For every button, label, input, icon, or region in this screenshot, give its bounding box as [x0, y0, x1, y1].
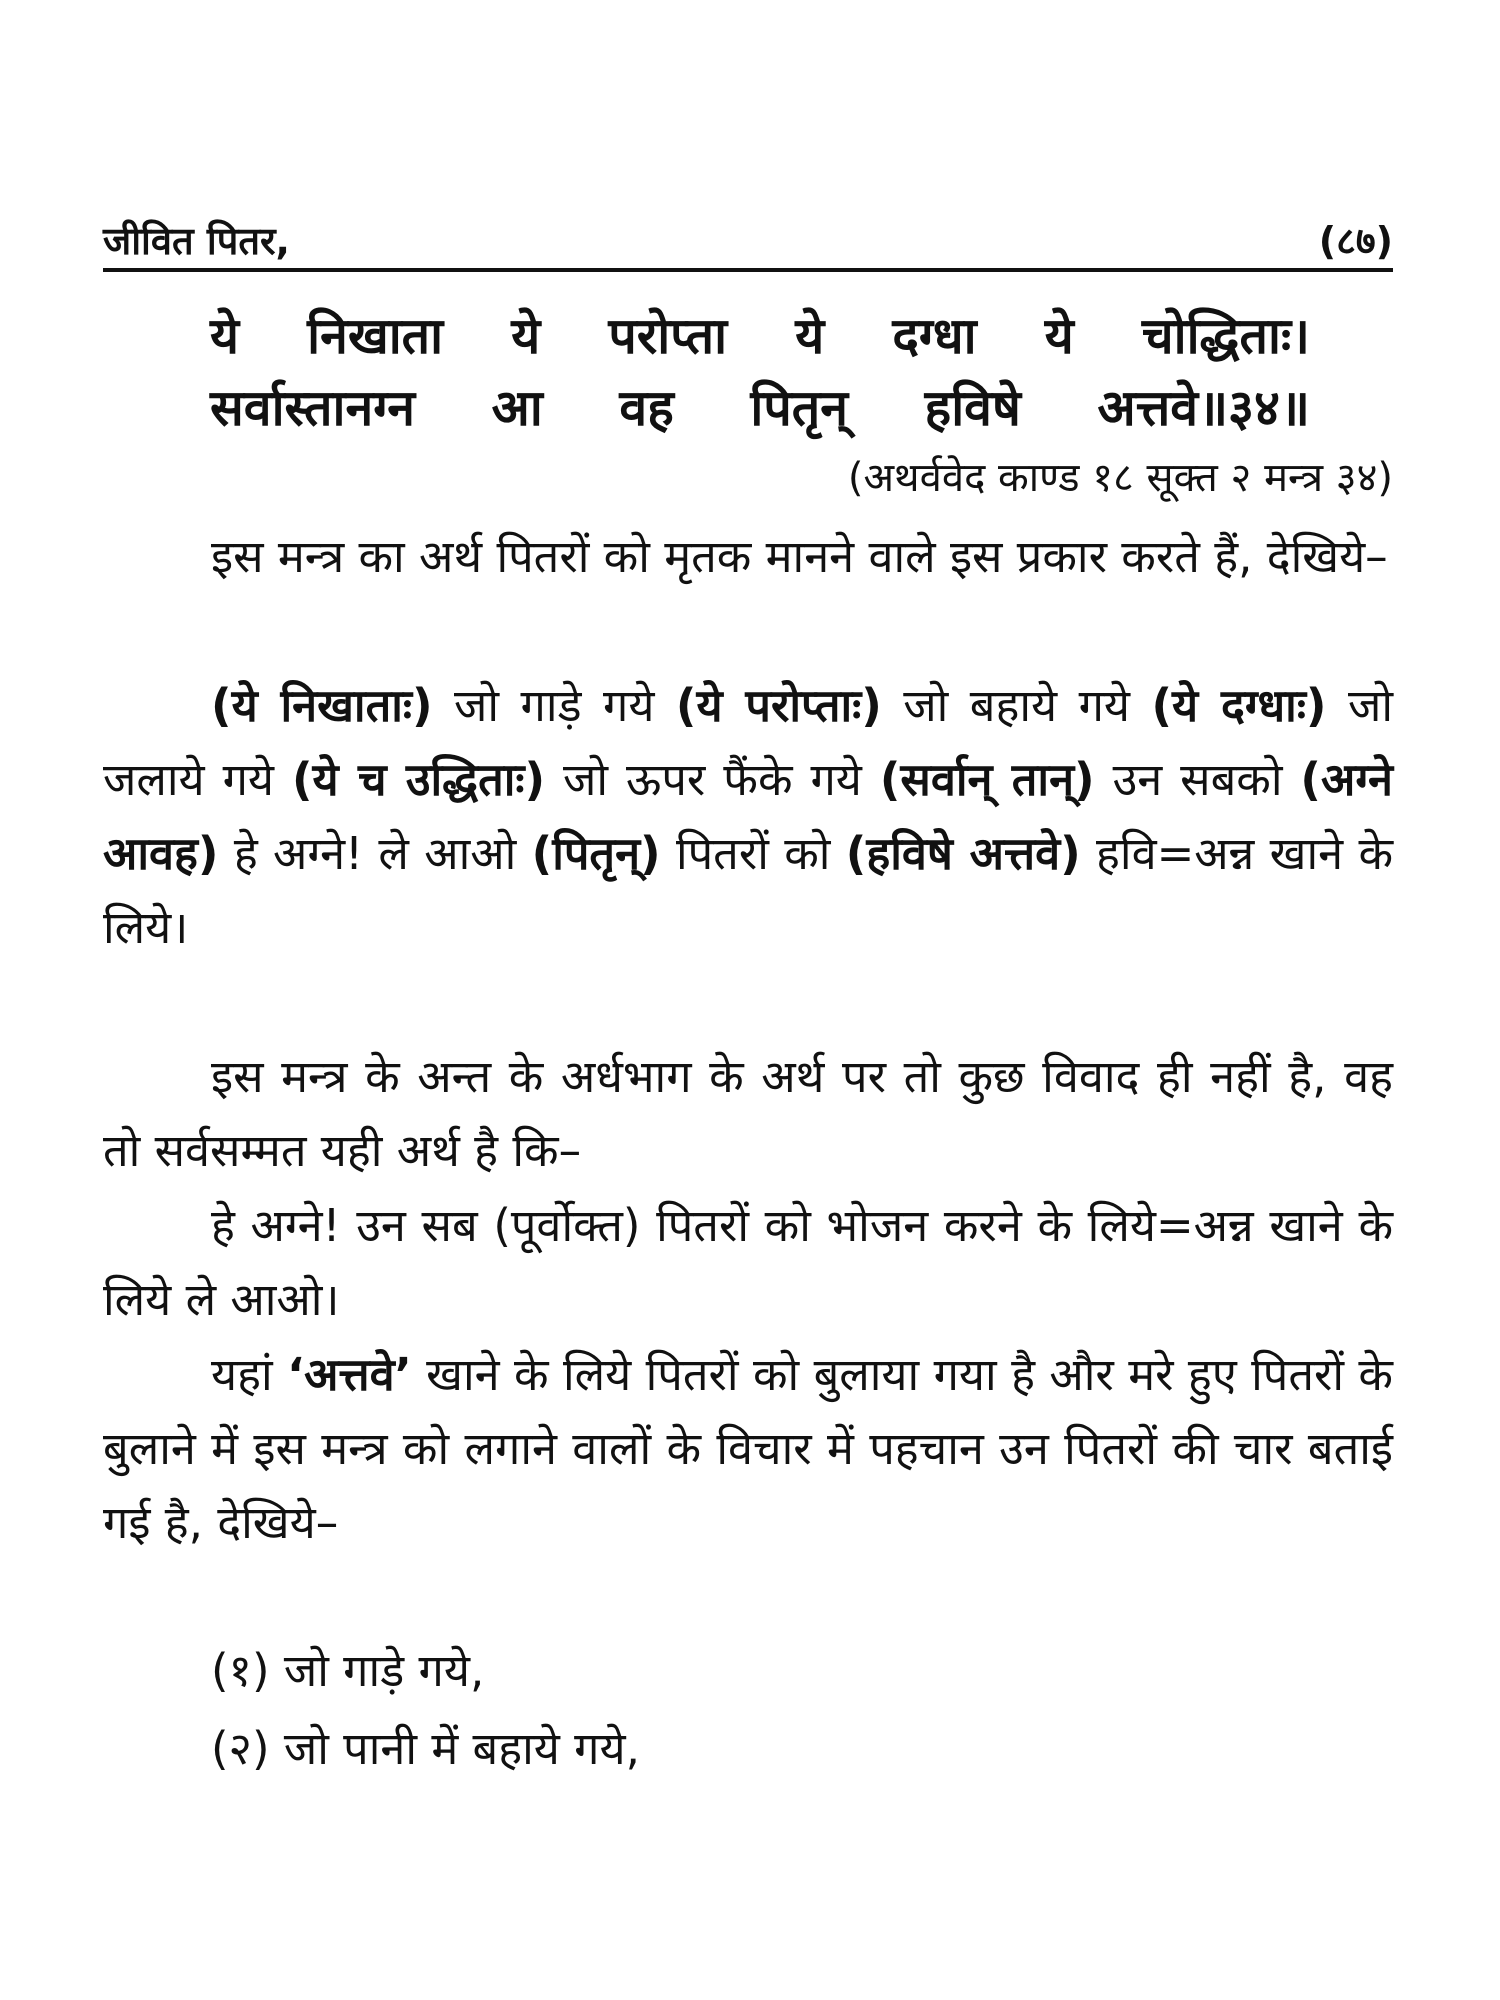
header-rule	[103, 268, 1393, 272]
gloss-text: जो ऊपर फैंके गये	[545, 753, 880, 806]
gloss-text: जो जलाये गये	[103, 679, 1393, 806]
term-agne-avah: (अग्ने आवह)	[103, 753, 1393, 880]
gloss-text: पितरों को	[660, 827, 846, 880]
paragraph-3: इस मन्त्र के अन्त के अर्धभाग के अर्थ पर तो कुछ विवाद ही नहीं है, वह तो सर्वसम्मत यही अर्थ है कि–	[103, 1050, 1393, 1177]
body-text: यहां	[211, 1348, 288, 1401]
term-havishe-attave: (हविषे अत्तवे)	[845, 827, 1081, 880]
gloss-text: हे अग्ने! ले आओ	[218, 827, 532, 880]
running-header	[103, 212, 1393, 268]
gloss-text: उन सबको	[1094, 753, 1301, 806]
list-item-1: (१) जो गाड़े गये,	[211, 1644, 485, 1697]
paragraph-4: हे अग्ने! उन सब (पूर्वोक्त) पितरों को भोजन करने के लिये=अन्न खाने के लिये ले आओ।	[103, 1199, 1393, 1326]
term-ye-nikhata: (ये निखाताः)	[211, 679, 433, 732]
verse-line-1: ये निखाता ये परोप्ता ये दग्धा ये चोद्धिताः।	[210, 307, 1310, 365]
term-ye-ch-uddhita: (ये च उद्धिताः)	[291, 753, 546, 806]
header-title: जीवित पितर,	[103, 219, 290, 263]
paragraph-2	[103, 669, 1393, 965]
page-number: (८७)	[1318, 219, 1393, 263]
body-text: खाने के लिये पितरों को बुलाया गया है और मरे हुए पितरों के बुलाने में इस मन्त्र को लगाने वालों के विचार में पहचान उन पितरों की चार बताई गई है, देखिये–	[103, 1348, 1393, 1549]
verse-line-2: सर्वास्तानग्न आ वह पितृन् हविषे अत्तवे॥३४॥	[210, 379, 1310, 437]
gloss-text: जो बहाये गये	[881, 679, 1152, 732]
gloss-text: जो गाड़े गये	[432, 679, 676, 732]
paragraph-5	[103, 1338, 1393, 1560]
term-ye-paropta: (ये परोप्ताः)	[675, 679, 882, 732]
verse-citation: (अथर्ववेद काण्ड १८ सूक्त २ मन्त्र ३४)	[847, 455, 1393, 501]
term-sarvan-tan: (सर्वान् तान्)	[879, 753, 1095, 806]
term-ye-dagdha: (ये दग्धाः)	[1151, 679, 1327, 732]
list-item-2: (२) जो पानी में बहाये गये,	[211, 1722, 640, 1775]
term-attave: ‘अत्तवे’	[287, 1348, 412, 1401]
term-pitrun: (पितृन्)	[531, 827, 661, 880]
gloss-text: हवि=अन्न खाने के लिये।	[103, 827, 1393, 954]
paragraph-1: इस मन्त्र का अर्थ पितरों को मृतक मानने वाले इस प्रकार करते हैं, देखिये–	[211, 530, 1388, 583]
